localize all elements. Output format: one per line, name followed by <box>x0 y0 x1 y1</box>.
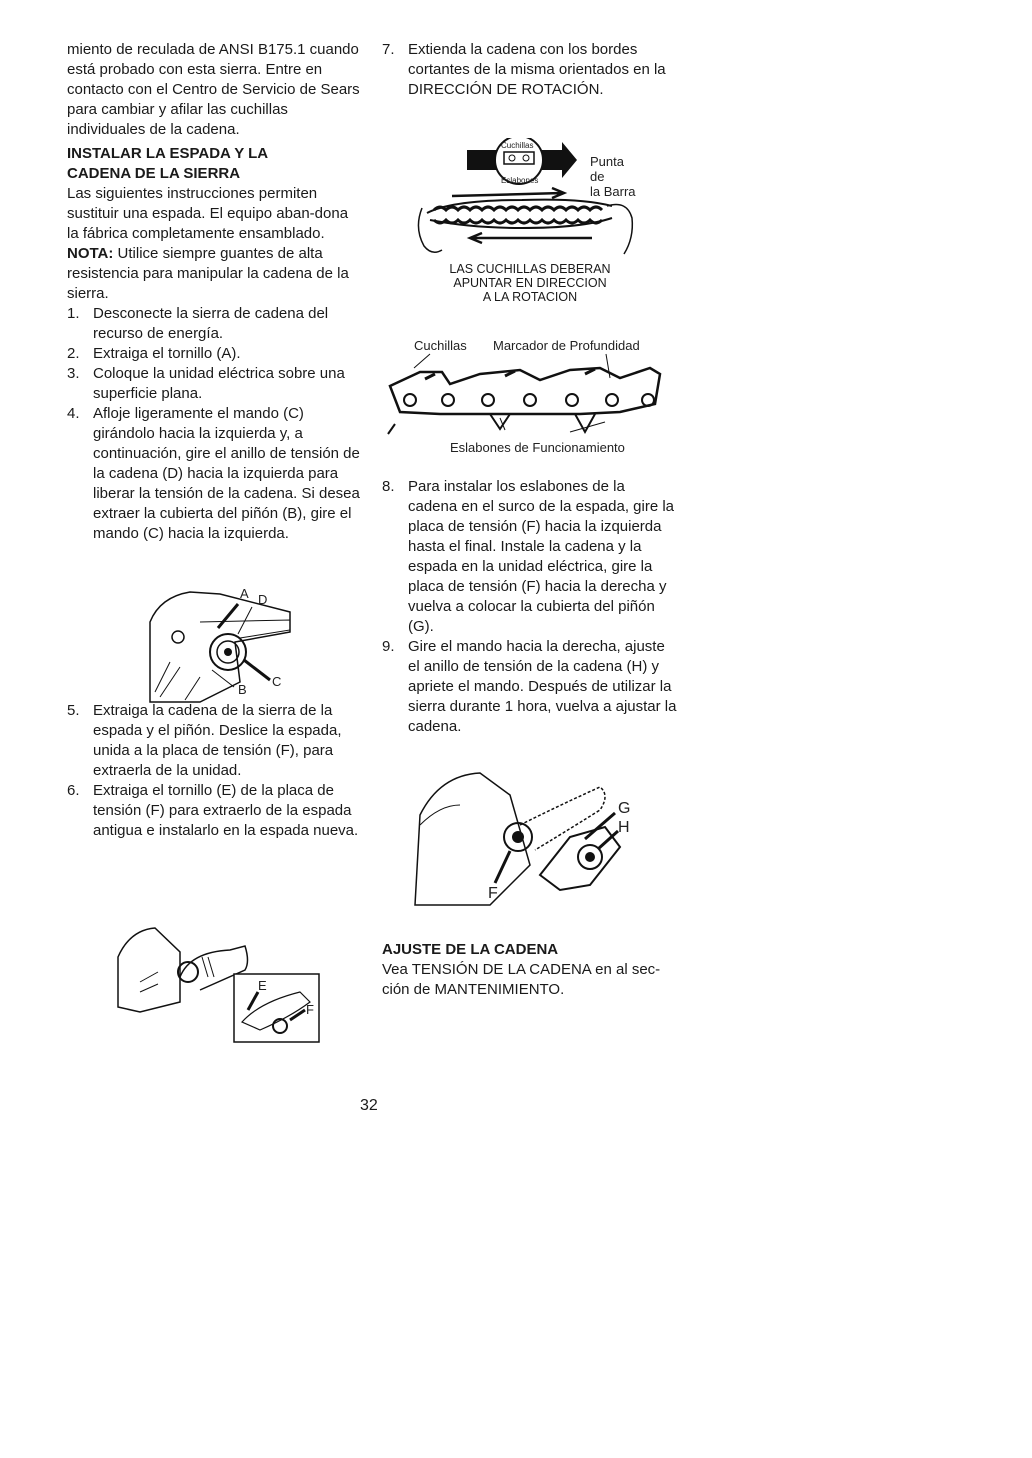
label-h: H <box>618 819 630 836</box>
step-number: 1. <box>67 305 80 322</box>
step-2 <box>67 344 362 364</box>
section-heading-adjust: AJUSTE DE LA CADENA <box>382 941 559 958</box>
adjust-section <box>382 940 682 1000</box>
badge-cutters-label: Cuchillas <box>501 141 534 150</box>
section-heading-install <box>67 144 362 184</box>
label-drive-links: Eslabones de Funcionamiento <box>450 440 625 455</box>
step-number: 2. <box>67 345 80 362</box>
label-e: E <box>258 978 267 993</box>
steps-list-1-4 <box>67 304 362 544</box>
figure-tension-plate <box>110 922 340 1047</box>
tension-plate-illustration <box>110 922 340 1047</box>
figure-sprocket-cover <box>140 582 300 712</box>
bar-tip-line-1: Punta de <box>590 154 624 184</box>
steps-list-8-9 <box>382 477 677 737</box>
step-6 <box>67 781 362 841</box>
step-number: 6. <box>67 782 80 799</box>
label-b: B <box>238 682 247 697</box>
step-text: Desconecte la sierra de cadena del recurso de energía. <box>93 305 329 342</box>
caption-line-2: APUNTAR EN DIRECCION <box>453 276 607 290</box>
note-label: NOTA: <box>67 245 114 262</box>
step-text: Gire el mando hacia la derecha, ajuste el anillo de tensión de la cadena (H) y apriete el mando. Después de utilizar la sierra durante 1 hora, vuelva a ajustar la cadena. <box>408 638 677 735</box>
step-3 <box>67 364 362 404</box>
step-number: 3. <box>67 365 80 382</box>
figure-chain-tension-ring <box>410 765 650 915</box>
note-paragraph <box>67 244 362 304</box>
step-9 <box>382 637 677 737</box>
steps-list-5-6 <box>67 701 362 841</box>
step-number: 5. <box>67 702 80 719</box>
adjust-paragraph: Vea TENSIÓN DE LA CADENA en al sec-ción de MANTENIMIENTO. <box>382 961 661 998</box>
label-a: A <box>240 586 249 601</box>
step-text: Extraiga el tornillo (E) de la placa de tensión (F) para extraerlo de la espada antigua e instalarlo en la espada nueva. <box>93 782 359 839</box>
step-number: 9. <box>382 638 395 655</box>
sprocket-cover-illustration <box>140 582 300 712</box>
intro-paragraph: miento de reculada de ANSI B175.1 cuando está probado con esta sierra. Entre en contacto con el Centro de Servicio de Sears para cambiar y afilar las cuchillas individuales de la cadena. <box>67 41 360 138</box>
note-text: Utilice siempre guantes de alta resistencia para manipular la cadena de la sierra. <box>67 245 349 302</box>
label-depth-gauge: Marcador de Profundidad <box>493 338 640 353</box>
caption-line-1: LAS CUCHILLAS DEBERAN <box>449 262 611 276</box>
page-number: 32 <box>360 1097 378 1114</box>
badge-links-label: Eslabones <box>501 176 539 185</box>
step-8 <box>382 477 677 637</box>
figure-chain-rotation <box>412 138 642 278</box>
step-number: 8. <box>382 478 395 495</box>
step-text: Extienda la cadena con los bordes cortantes de la misma orientados en la DIRECCIÓN DE ROTACIÓN. <box>408 41 666 98</box>
label-d: D <box>258 592 268 607</box>
label-c: C <box>272 674 282 689</box>
step-text: Coloque la unidad eléctrica sobre una superficie plana. <box>93 365 345 402</box>
bar-tip-label <box>590 154 642 199</box>
bar-tip-line-2: la Barra <box>590 184 636 199</box>
rotation-caption <box>420 262 640 304</box>
label-cutters: Cuchillas <box>414 338 467 353</box>
step-1 <box>67 304 362 344</box>
heading-line-2: CADENA DE LA SIERRA <box>67 165 241 182</box>
step-number: 4. <box>67 405 80 422</box>
right-column <box>382 40 677 100</box>
steps-list-7 <box>382 40 677 100</box>
figure-chain-anatomy <box>380 334 670 464</box>
label-f: F <box>306 1002 314 1017</box>
install-intro-paragraph: Las siguientes instrucciones permiten sustituir una espada. El equipo aban-dona la fábrica completamente ensamblado. <box>67 185 349 242</box>
step-text: Afloje ligeramente el mando (C) girándolo hacia la izquierda y, a continuación, gire el anillo de tensión de la cadena (D) hacia la izquierda para liberar la tensión de la cadena. Si desea extraer la cubierta del piñón (B), gire el mando (C) hacia la izquierda. <box>93 405 360 542</box>
step-text: Para instalar los eslabones de la cadena en el surco de la espada, gire la placa de tensión (F) hacia la izquierda hasta el final. Instale la cadena y la espada en la unidad eléctrica, gire la placa de tensión (F) hacia la derecha y vuelva a colocar la cubierta del piñón (G). <box>408 478 675 635</box>
step-5 <box>67 701 362 781</box>
step-text: Extraiga el tornillo (A). <box>93 345 241 362</box>
left-column <box>67 40 362 841</box>
step-4 <box>67 404 362 544</box>
caption-line-3: A LA ROTACION <box>482 290 578 304</box>
step-7 <box>382 40 677 100</box>
heading-line-1: INSTALAR LA ESPADA Y LA <box>67 145 269 162</box>
step-text: Extraiga la cadena de la sierra de la espada y el piñón. Deslice la espada, unida a la placa de tensión (F), para extraerla de la unidad. <box>93 702 342 779</box>
right-column-mid <box>382 477 677 737</box>
label-f-ring: F <box>488 885 498 902</box>
step-number: 7. <box>382 41 395 58</box>
chain-tension-ring-illustration <box>410 765 650 915</box>
label-g: G <box>618 800 631 817</box>
